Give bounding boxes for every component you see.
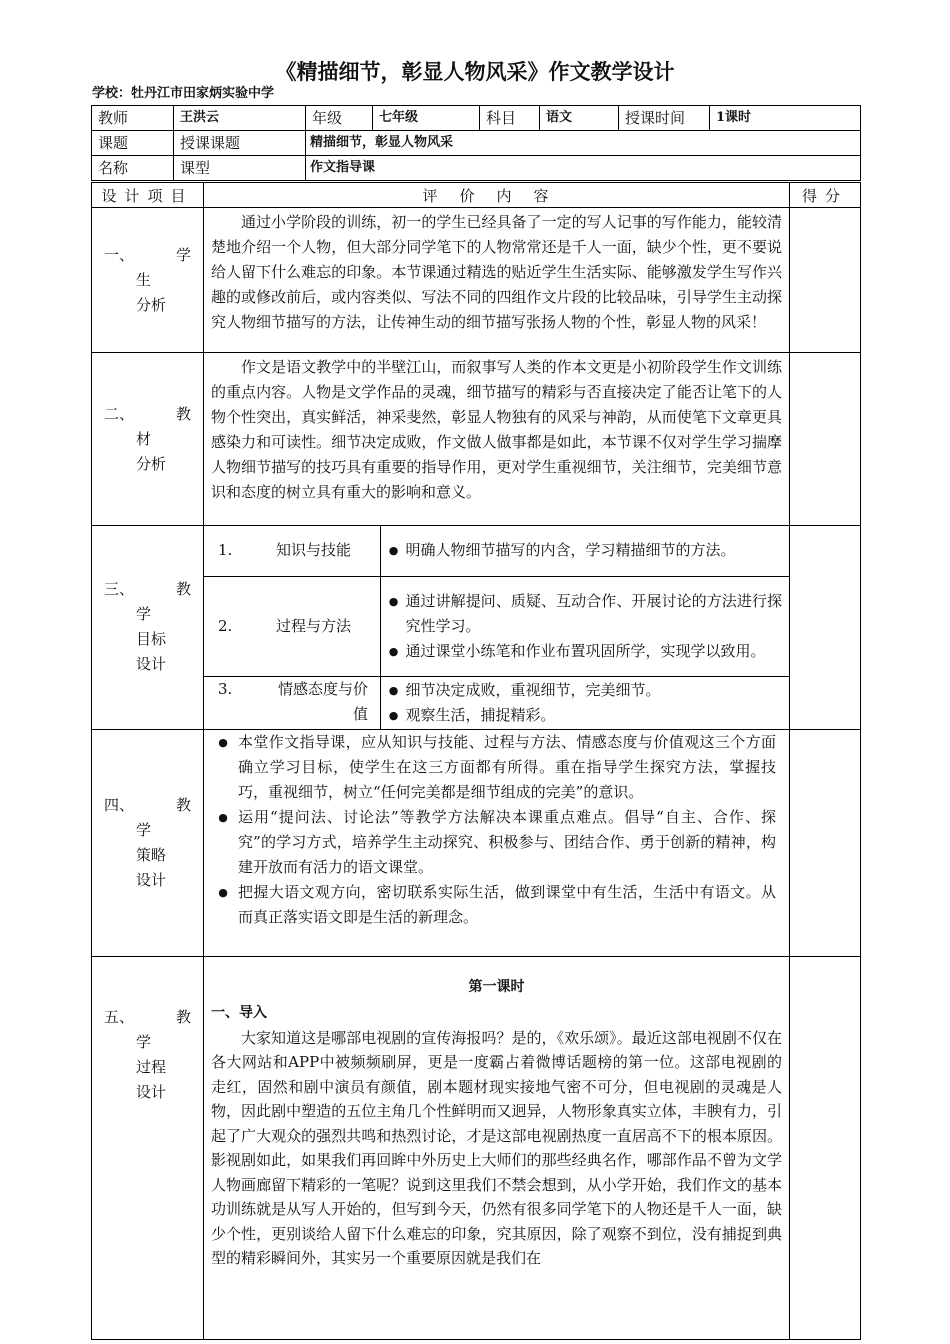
s2-score (790, 353, 861, 526)
lesson-heading: 第一课时 (468, 978, 525, 995)
topic-label-1: 课题 (92, 131, 174, 156)
s3-label-line: 学 (136, 605, 152, 624)
s1-label-b: 学 (175, 245, 191, 264)
section-student-analysis (92, 208, 861, 353)
s5-text: 大家知道这是哪部电视剧的宣传海报吗？是的，《欢乐颂》。最近这部电视剧不仅在各大网站和APP中被频频刷屏，更是一度霸占着微博话题榜的第一位。这部电视剧的走红，固然和剧中演员有颜值，剧本题材现实接地气密不可分，但电视剧的灵魂是人物，因此剧中塑造的五位主角几个性鲜明而又迥异，人物形象真实立体，丰腴有力，引起了广大观众的强烈共鸣和热烈讨论，才是这部电视剧热度一直居高不下的根本原因。影视剧如此，如果我们再回眸中外历史上大师们的那些经典名作，哪部作品不曾为文学人物画廊留下精彩的一笔呢？说到这里我们不禁会想到，从小学开始，我们作文的基本功训练就是从写人开始的，但写到今天，仍然有很多同学笔下的人物还是千人一面，缺少个性，更别谈给人留下什么难忘的印象，究其原因，除了观察不到位，没有捕捉到典型的精彩瞬间外，其实另一个重要原因就是我们在 (211, 1028, 782, 1267)
bullet-icon: ● (388, 708, 399, 722)
course-label: 授课课题 (174, 131, 306, 156)
s4-label-line: 策略 (136, 845, 167, 864)
header-item: 设计项目 (101, 186, 194, 205)
topic-label-2: 名称 (92, 156, 174, 181)
goal-name: 过程与方法 (276, 616, 352, 635)
s4-label-line: 设计 (136, 870, 167, 889)
bullet-icon: ● (388, 544, 399, 558)
bullet-icon: ● (218, 885, 228, 899)
s2-label-b: 教 (175, 404, 191, 423)
section-teaching-strategy (92, 729, 861, 956)
type-value: 作文指导课 (306, 156, 861, 181)
teacher-label: 教师 (92, 106, 174, 131)
s2-label-a: 二、 (104, 404, 135, 423)
goal-number: 2. (218, 616, 233, 635)
s3-label-b: 教 (175, 580, 191, 599)
s3-label-a: 三、 (104, 580, 135, 599)
s2-label-line: 材 (136, 429, 152, 448)
time-value: 1课时 (710, 106, 861, 131)
header-content: 评价内容 (422, 186, 571, 205)
s5-label-line: 学 (136, 1032, 152, 1051)
s5-label-line: 设计 (136, 1082, 167, 1101)
s5-label-b: 教 (175, 1007, 191, 1026)
strategy-item: 把握大语文观方向，密切联系实际生活，做到课堂中有生活，生活中有语文。从而真正落实语文即是生活的新理念。 (238, 882, 776, 926)
teacher-value: 王洪云 (174, 106, 306, 131)
s3-label-line: 设计 (136, 655, 167, 674)
s3-label-line: 目标 (136, 630, 167, 649)
section-teaching-process (92, 956, 861, 1339)
bullet-icon: ● (388, 644, 399, 658)
grade-value: 七年级 (373, 106, 480, 131)
s1-label-line: 分析 (136, 295, 167, 314)
s4-label-b: 教 (175, 795, 191, 814)
bullet-icon: ● (218, 735, 228, 749)
school-name: 学校：牡丹江市田家炳实验中学 (92, 86, 275, 101)
goal-name: 知识与技能 (276, 541, 352, 560)
s5-label-a: 五、 (104, 1007, 135, 1026)
s4-label-a: 四、 (104, 795, 135, 814)
section-material-analysis (92, 353, 861, 526)
goal-item: 通过讲解提问、质疑、互动合作、开展讨论的方法进行探究性学习。 (405, 591, 782, 635)
goal-item: 细节决定成败，重视细节，完美细节。 (405, 680, 661, 699)
s1-text: 通过小学阶段的训练，初一的学生已经具备了一定的写人记事的写作能力，能较清楚地介绍一个人物，但大部分同学笔下的人物常常还是千人一面，缺少个性，更不要说给人留下什么难忘的印象。本节课通过精选的贴近学生生活实际、能够激发学生写作兴趣的或修改前后，或内容类似、写法不同的四组作文片段的比较品味，引导学生主动探究人物细节描写的方法，让传神生动的细节描写张扬人物的个性，彰显人物的风采！ (211, 213, 782, 331)
strategy-item: 本堂作文指导课，应从知识与技能、过程与方法、情感态度与价值观这三个方面确立学习目标，使学生在这三方面都有所得。重在指导学生探究方法，掌握技巧，重视细节，树立“任何完美都是细节组成的完美”的意识。 (238, 732, 776, 801)
bullet-icon: ● (388, 683, 399, 697)
course-value: 精描细节，彰显人物风采 (306, 131, 861, 156)
header-score: 得分 (801, 186, 848, 205)
subject-label: 科目 (480, 106, 540, 131)
s4-label-line: 学 (136, 820, 152, 839)
type-label: 课型 (174, 156, 306, 181)
s5-score (790, 956, 861, 1339)
goal-name: 情感态度与价值 (277, 679, 368, 723)
grade-label: 年级 (306, 106, 373, 131)
document-title: 《精描细节，彰显人物风采》作文教学设计 (275, 60, 675, 84)
section-teaching-goals (92, 526, 861, 730)
strategy-item: 运用“提问法、讨论法”等教学方法解决本课重点难点。倡导“自主、合作、探究”的学习方式，培养学生主动探究、积极参与、团结合作、勇于创新的精神，构建开放而有活力的语文课堂。 (238, 807, 776, 876)
goals-table (204, 526, 789, 729)
subsection-heading: 一、导入 (211, 1005, 267, 1021)
goal-number: 1. (218, 541, 233, 560)
bullet-icon: ● (218, 810, 228, 824)
subject-value: 语文 (540, 106, 619, 131)
s2-label-line: 分析 (136, 454, 167, 473)
bullet-icon: ● (388, 594, 399, 608)
s4-score (790, 729, 861, 956)
goal-number: 3. (218, 679, 233, 698)
time-label: 授课时间 (619, 106, 710, 131)
design-table (91, 182, 861, 1340)
info-table (91, 105, 861, 181)
goal-item: 明确人物细节描写的内含，学习精描细节的方法。 (405, 541, 736, 560)
s3-score (790, 526, 861, 730)
goal-item: 通过课堂小练笔和作业布置巩固所学，实现学以致用。 (405, 641, 766, 660)
s1-score (790, 208, 861, 353)
s5-label-line: 过程 (136, 1057, 167, 1076)
goal-item: 观察生活，捕捉精彩。 (405, 705, 556, 724)
s1-label-line: 生 (136, 270, 152, 289)
s1-label-a: 一、 (104, 245, 135, 264)
s2-text: 作文是语文教学中的半壁江山，而叙事写人类的作本文更是小初阶段学生作文训练的重点内容。人物是文学作品的灵魂，细节描写的精彩与否直接决定了能否让笔下的人物个性突出，真实鲜活，神采斐然，彰显人物独有的风采与神韵，从而使笔下文章更具感染力和可读性。细节决定成败，作文做人做事都是如此，本节课不仅对学生学习揣摩人物细节描写的技巧具有重要的指导作用，更对学生重视细节，关注细节，完美细节意识和态度的树立具有重大的影响和意义。 (211, 358, 782, 501)
